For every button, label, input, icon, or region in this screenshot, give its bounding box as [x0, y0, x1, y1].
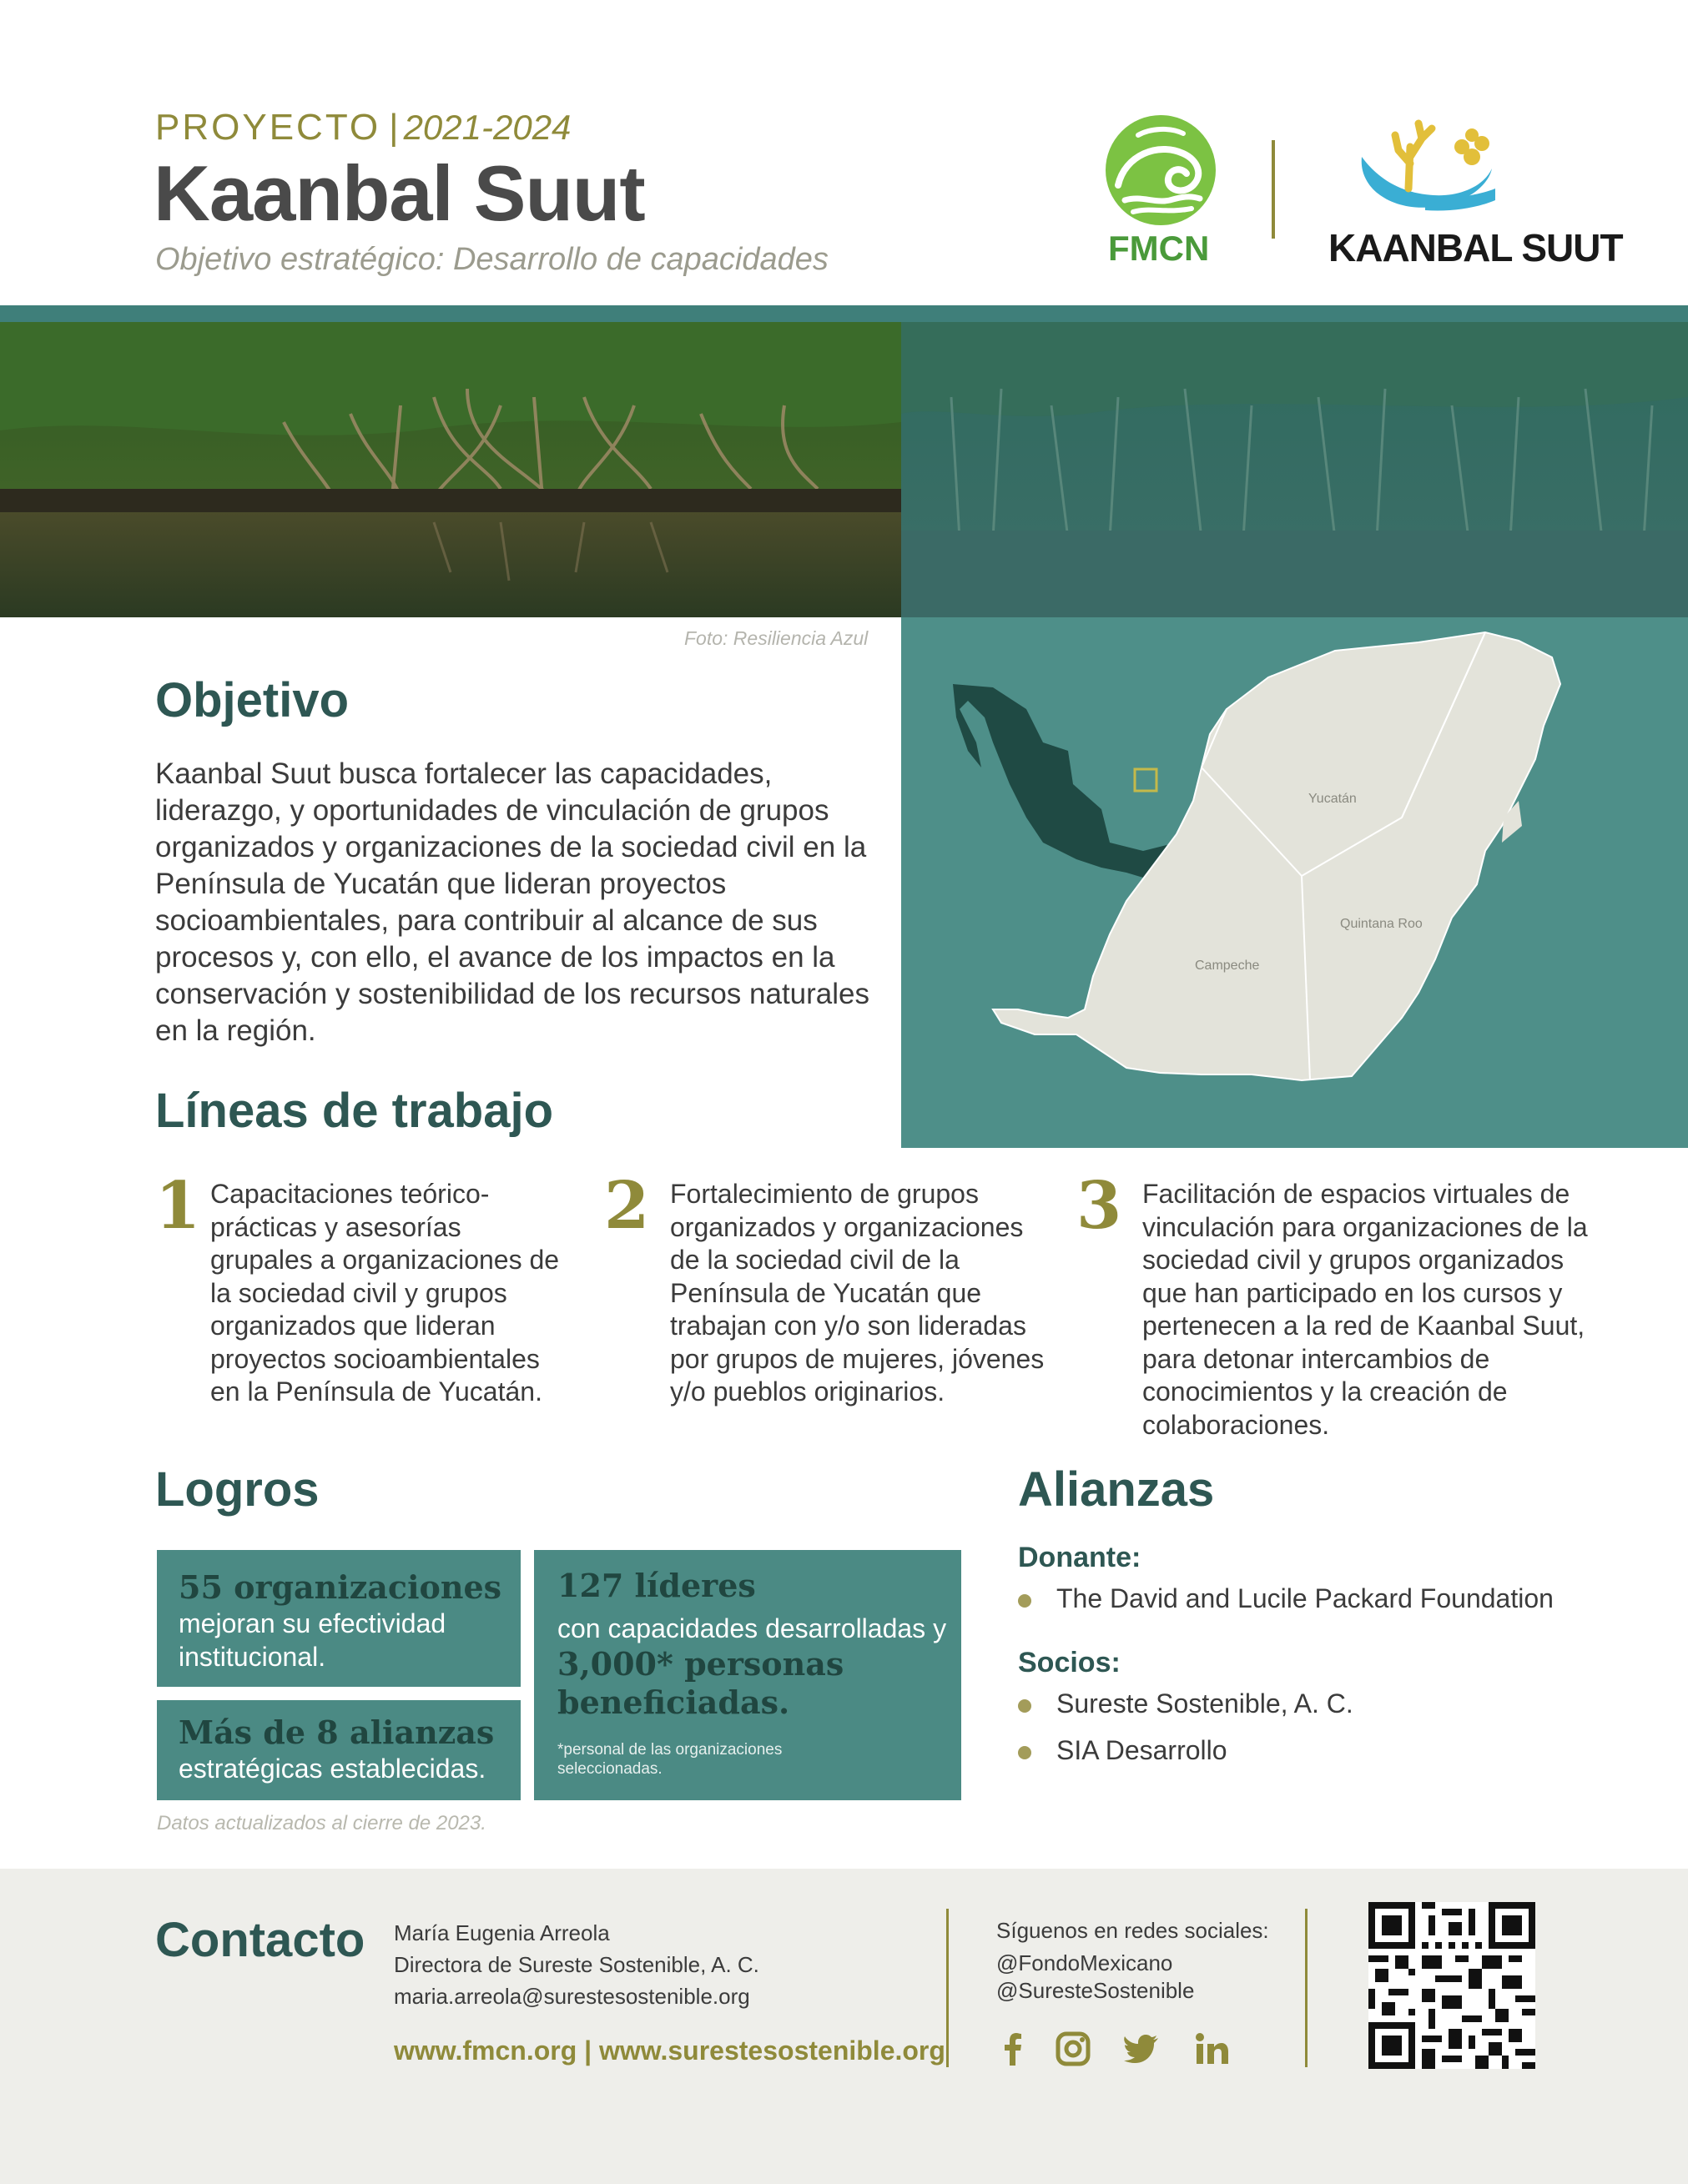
line-number-2: 2 [604, 1168, 650, 1244]
social-handle-2[interactable]: @SuresteSostenible [996, 1978, 1195, 2003]
instagram-icon[interactable] [1053, 2029, 1093, 2069]
donante-label: Donante: [1018, 1542, 1141, 1573]
logro-box-alianzas [157, 1700, 521, 1800]
footer-divider-1 [946, 1909, 949, 2067]
map-locator-box [1135, 769, 1156, 791]
photo-top-band [0, 305, 1688, 322]
sureste-website-link[interactable]: www.surestesostenible.org [599, 2036, 945, 2066]
donante-name: The David and Lucile Packard Foundation [1056, 1583, 1554, 1613]
logro-box-organizaciones [157, 1550, 521, 1687]
map-label-yucatan: Yucatán [1308, 792, 1357, 806]
project-word: PROYECTO [155, 107, 381, 148]
logro-alianzas-desc: estratégicas establecidas. [179, 1754, 486, 1784]
logro-organizaciones-desc: mejoran su efectividad institucional. [179, 1608, 446, 1672]
bullet-dot [1018, 1594, 1031, 1608]
logo-divider [1272, 140, 1275, 239]
photo-credit: Foto: Resiliencia Azul [684, 627, 869, 649]
socio-item [1018, 1688, 1353, 1719]
data-updated-note: Datos actualizados al cierre de 2023. [157, 1812, 486, 1834]
line-text-1: Capacitaciones teórico-prácticas y asesorías grupales a organizaciones de la sociedad civil y grupos organizados que lideran proyectos socioambientales en la Península de Yucatán. [210, 1179, 560, 1407]
line-text-3: Facilitación de espacios virtuales de vinculación para organizaciones de la sociedad civil y grupos organizados que han participado en los cursos y pertenecen a la red de Kaanbal Suut, para detonar intercambios de conocimientos y la creación de colaboraciones. [1142, 1179, 1588, 1440]
line-number-3: 3 [1076, 1168, 1122, 1244]
logro-lideres-desc: con capacidades desarrolladas y [557, 1613, 947, 1643]
objetivo-text: Kaanbal Suut busca fortalecer las capacidades, liderazgo, y oportunidades de vinculación de grupos organizados y organizaciones de la sociedad civil en la Península de Yucatán que lideran proyectos socioambientales, para contribuir al alcance de sus procesos y, con ello, el avance de los impactos en la conservación y sostenibilidad de los recursos naturales en la región. [155, 757, 870, 1047]
social-label: Síguenos en redes sociales: [996, 1918, 1269, 1943]
project-years: 2021-2024 [403, 108, 572, 147]
logro-organizaciones-value: 55 organizaciones [179, 1568, 502, 1606]
hands-coral-icon [1325, 113, 1534, 222]
website-links [394, 2036, 945, 2066]
mangrove-photo [0, 322, 1688, 617]
logro-footnote: *personal de las organizaciones seleccionadas. [557, 1741, 783, 1778]
social-section [996, 1917, 1269, 2005]
web-separator: | [584, 2036, 592, 2066]
logro-alianzas-value: Más de 8 alianzas [179, 1713, 495, 1751]
donante-item [1018, 1583, 1554, 1614]
bullet-dot [1018, 1699, 1031, 1713]
page-title: Kaanbal Suut [154, 149, 645, 237]
separator: | [389, 107, 399, 148]
logro-personas-value: 3,000* personas beneficiadas. [557, 1645, 844, 1721]
socios-label: Socios: [1018, 1647, 1121, 1678]
mexico-shape [953, 684, 1198, 878]
objetivo-heading: Objetivo [155, 673, 350, 727]
twitter-icon[interactable] [1121, 2029, 1161, 2069]
contacto-heading: Contacto [155, 1913, 365, 1967]
socio-name-1: Sureste Sostenible, A. C. [1056, 1688, 1353, 1719]
bullet-dot [1018, 1746, 1031, 1759]
project-label [155, 107, 571, 148]
logros-heading: Logros [155, 1462, 320, 1517]
socio-item [1018, 1735, 1227, 1766]
socio-name-2: SIA Desarrollo [1056, 1735, 1227, 1765]
logro-box-lideres [534, 1550, 961, 1800]
map-label-campeche: Campeche [1195, 959, 1260, 973]
contact-email[interactable]: maria.arreola@surestesostenible.org [394, 1984, 750, 2009]
qr-code[interactable] [1368, 1902, 1535, 2069]
footer-divider-2 [1305, 1909, 1308, 2067]
yucatan-map [901, 617, 1688, 1148]
kaanbal-suut-logo [1325, 113, 1623, 272]
line-number-1: 1 [155, 1168, 201, 1244]
contact-details [394, 1917, 759, 2012]
page-subtitle: Objetivo estratégico: Desarrollo de capacidades [155, 242, 829, 277]
fmcn-logo-text: FMCN [1108, 229, 1210, 268]
fmcn-website-link[interactable]: www.fmcn.org [394, 2036, 577, 2066]
alianzas-heading: Alianzas [1018, 1462, 1215, 1517]
linkedin-icon[interactable] [1192, 2029, 1232, 2069]
social-handle-1[interactable]: @FondoMexicano [996, 1950, 1173, 1975]
kaanbal-logo-text: KAANBAL SUUT [1328, 226, 1623, 269]
fmcn-wave-icon [1100, 113, 1222, 225]
fmcn-logo [1100, 113, 1222, 269]
contact-role: Directora de Sureste Sostenible, A. C. [394, 1952, 759, 1977]
map-panel [901, 617, 1688, 1148]
contact-name: María Eugenia Arreola [394, 1920, 610, 1945]
logro-lideres-value: 127 líderes [557, 1567, 756, 1604]
lineas-heading: Líneas de trabajo [155, 1084, 554, 1138]
mangrove-image [0, 322, 1688, 617]
map-label-quintana-roo: Quintana Roo [1340, 917, 1423, 931]
facebook-icon[interactable] [993, 2029, 1033, 2069]
line-text-2: Fortalecimiento de grupos organizados y organizaciones de la sociedad civil de la Península de Yucatán que trabajan con y/o son lideradas por grupos de mujeres, jóvenes y/o pueblos originarios. [670, 1179, 1045, 1407]
